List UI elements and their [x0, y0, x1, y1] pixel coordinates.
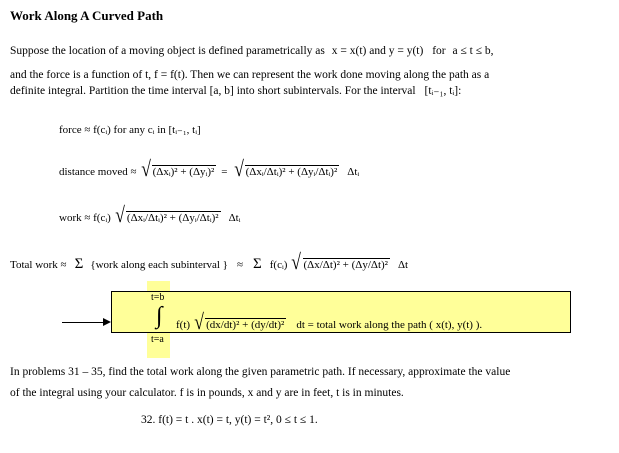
radical-sign-icon: √	[194, 309, 204, 334]
sqrt-5	[193, 309, 286, 334]
total-f: f(cᵢ)	[269, 259, 288, 271]
integral-lower-limit: t=a	[151, 334, 164, 345]
time-range: a ≤ t ≤ b,	[452, 45, 494, 57]
sqrt-4	[290, 249, 390, 274]
intro-text-3: definite integral. Partition the time interval [a, b] into short subintervals. For the interval	[10, 85, 416, 97]
delta-t-i: Δtᵢ	[347, 166, 360, 178]
intro-line-1	[10, 44, 494, 58]
delta-t: Δt	[397, 259, 409, 271]
radical-sign-icon: √	[233, 156, 244, 181]
intro-text-1: Suppose the location of a moving object is defined parametrically as	[10, 45, 325, 57]
interval-notation: [tᵢ₋₁, tᵢ]:	[424, 85, 462, 97]
integral-expression	[176, 309, 483, 334]
sqrt-2	[233, 156, 340, 181]
total-label: Total work ≈	[10, 259, 67, 271]
intro-line-3	[10, 84, 461, 98]
integral-rest: dt = total work along the path ( x(t), y(t) ).	[296, 319, 483, 331]
radicand-4: (Δx/Δt)² + (Δy/Δt)²	[303, 259, 388, 271]
radicand-2: (Δxᵢ/Δtᵢ)² + (Δyᵢ/Δtᵢ)²	[245, 166, 338, 178]
work-line	[59, 202, 241, 227]
integral-sign-icon: ∫	[156, 303, 163, 329]
intro-line-2: and the force is a function of t, f = f(t). Then we can represent the work done moving along the path as a	[10, 69, 490, 81]
integral-f: f(t)	[176, 319, 191, 331]
equals-sign: =	[221, 166, 228, 178]
problem-32: 32. f(t) = t . x(t) = t, y(t) = t², 0 ≤ t ≤ 1.	[141, 414, 318, 426]
radicand-1: (Δxᵢ)² + (Δyᵢ)²	[152, 166, 215, 178]
distance-line	[59, 156, 360, 181]
sqrt-1	[140, 156, 217, 181]
problems-line-1: In problems 31 – 35, find the total work along the given parametric path. If necessary, approximate the value	[10, 366, 511, 378]
radicand-3: (Δxᵢ/Δtᵢ)² + (Δyᵢ/Δtᵢ)²	[126, 212, 219, 224]
distance-label: distance moved ≈	[59, 166, 137, 178]
work-label: work ≈ f(cᵢ)	[59, 212, 111, 224]
sigma-symbol-2: Σ	[253, 256, 262, 272]
page-title: Work Along A Curved Path	[10, 8, 164, 23]
for-word: for	[432, 45, 446, 57]
delta-t-i-work: Δtᵢ	[228, 212, 241, 224]
arrow-shaft	[62, 322, 107, 323]
radical-sign-icon: √	[291, 249, 302, 274]
total-line	[10, 249, 409, 274]
radical-sign-icon: √	[140, 156, 151, 181]
problems-line-2: of the integral using your calculator. f is in pounds, x and y are in feet, t is in minutes.	[10, 387, 404, 399]
force-line: force ≈ f(cᵢ) for any cᵢ in [tᵢ₋₁, tᵢ]	[59, 124, 201, 136]
param-equations: x = x(t) and y = y(t)	[331, 45, 424, 57]
sqrt-3	[114, 202, 221, 227]
radicand-5: (dx/dt)² + (dy/dt)²	[206, 319, 285, 331]
approx-sign: ≈	[236, 259, 244, 271]
right-arrow-icon	[103, 318, 111, 326]
sigma-symbol: Σ	[74, 256, 84, 272]
total-brace-text: {work along each subinterval }	[90, 259, 228, 271]
radical-sign-icon: √	[115, 202, 125, 227]
integral-upper-limit: t=b	[151, 292, 165, 303]
